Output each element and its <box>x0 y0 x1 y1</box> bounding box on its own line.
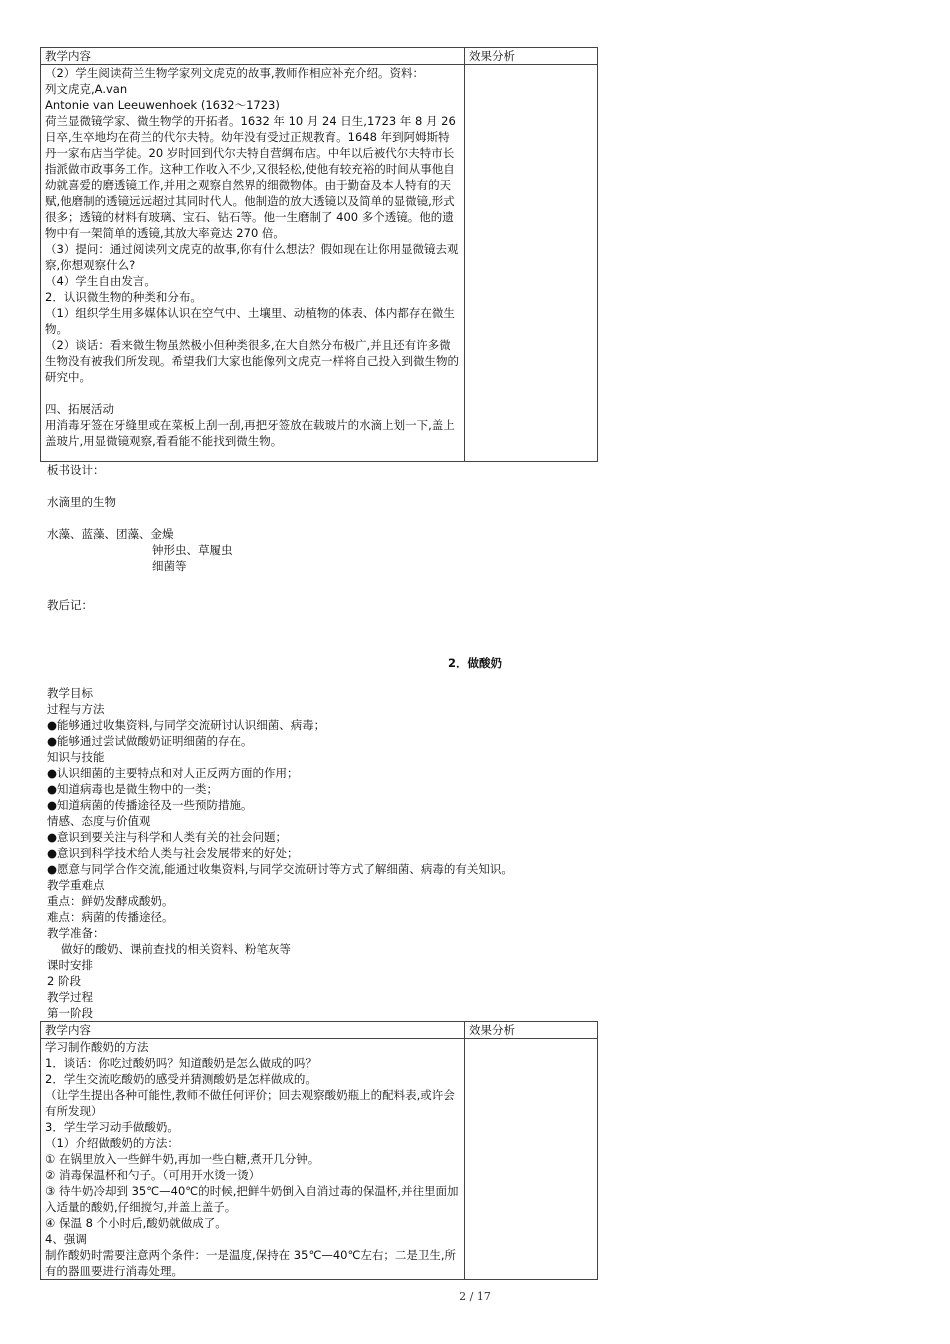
header-analysis: 效果分析 <box>465 1022 598 1039</box>
text-line: ●能够通过收集资料,与同学交流研讨认识细菌、病毒； <box>47 718 326 732</box>
content-cell <box>41 1039 465 1280</box>
text-line: 过程与方法 <box>47 702 105 716</box>
text-line: 难点：病菌的传播途径。 <box>47 910 174 924</box>
text-line: 教学重难点 <box>47 878 105 892</box>
text-line: 4、强调 <box>45 1232 87 1246</box>
text-line: （3）提问：通过阅读列文虎克的故事,你有什么想法？假如现在让你用显微镜去观察,你想观察什么? <box>45 242 459 272</box>
board-row: 细菌等 <box>152 559 187 573</box>
lesson-title: 2．做酸奶 <box>447 656 502 670</box>
text-line: 教学目标 <box>47 686 93 700</box>
text-line: ●知道病毒也是微生物中的一类； <box>47 782 219 796</box>
header-analysis: 效果分析 <box>465 48 598 65</box>
analysis-cell <box>465 65 598 462</box>
text-line: ●意识到科学技术给人类与社会发展带来的好处； <box>47 846 299 860</box>
text-line: 荷兰显微镜学家、微生物学的开拓者。1632 年 10 月 24 日生,1723 年 8 月 26 日卒,生卒地均在荷兰的代尔夫特。幼年没有受过正规教育。1648 年到阿姆斯特丹一家布店当学徒。20 岁时回到代尔夫特自营绸布店。中年以后被代尔夫特市长指派做市政事务工作。这种工作收入不少,又很轻松,使他有较充裕的时间从事他自幼就喜爱的磨透镜工作,并用之观察自然界的细微物体。由于勤奋及本人特有的天赋,他磨制的透镜远远超过其同时代人。他制造的放大透镜以及简单的显微镜,形式很多；透镜的材料有玻璃、宝石、钻石等。他一生磨制了 400 多个透镜。他的遗物中有一架简单的透镜,其放大率竟达 270 倍。 <box>45 114 456 240</box>
text-line: （2）学生阅读荷兰生物学家列文虎克的故事,教师作相应补充介绍。资料： <box>45 66 424 80</box>
text-line: （4）学生自由发言。 <box>45 274 156 288</box>
text-line: 2 阶段 <box>47 974 81 988</box>
text-line: ●知道病菌的传播途径及一些预防措施。 <box>47 798 253 812</box>
text-line: Antonie van Leeuwenhoek (1632～1723) <box>45 98 280 112</box>
table-header-row <box>41 1022 598 1039</box>
text-line: 教学准备： <box>47 926 105 940</box>
analysis-cell <box>465 1039 598 1280</box>
text-line: ●愿意与同学合作交流,能通过收集资料,与同学交流研讨等方式了解细菌、病毒的有关知识。 <box>47 862 513 876</box>
text-line: 1．谈话：你吃过酸奶吗？知道酸奶是怎么做成的吗？ <box>45 1056 317 1070</box>
lesson-table-2 <box>40 1021 598 1280</box>
text-line: 情感、态度与价值观 <box>47 814 151 828</box>
text-line: 教学过程 <box>47 990 93 1004</box>
table-header-row <box>41 48 598 65</box>
text-line: ③ 待牛奶冷却到 35℃—40℃的时候,把鲜牛奶倒入自消过毒的保温杯,并往里面加入适量的酸奶,仔细搅匀,并盖上盖子。 <box>45 1184 459 1214</box>
text-line: 用消毒牙签在牙缝里或在菜板上刮一刮,再把牙签放在载玻片的水滴上划一下,盖上盖玻片,用显微镜观察,看看能不能找到微生物。 <box>45 418 455 448</box>
text-line: 第一阶段 <box>47 1006 93 1020</box>
text-line: ●能够通过尝试做酸奶证明细菌的存在。 <box>47 734 253 748</box>
text-line: 重点：鲜奶发酵成酸奶。 <box>47 894 174 908</box>
text-line: （2）谈话：看来微生物虽然极小但种类很多,在大自然分布极广,并且还有许多微生物没有被我们所发现。希望我们大家也能像列文虎克一样将自己投入到微生物的研究中。 <box>45 338 459 384</box>
board-label: 板书设计： <box>47 463 105 477</box>
text-line: 知识与技能 <box>47 750 105 764</box>
text-line: ① 在锅里放入一些鲜牛奶,再加一些白糖,煮开几分钟。 <box>45 1152 320 1166</box>
text-line: ④ 保温 8 个小时后,酸奶就做成了。 <box>45 1216 227 1230</box>
text-line: （1）组织学生用多媒体认识在空气中、土壤里、动植物的体表、体内都存在微生物。 <box>45 306 455 336</box>
text-line: 做好的酸奶、课前查找的相关资料、粉笔灰等 <box>61 942 291 956</box>
text-line: 列文虎克,A.van <box>45 82 128 96</box>
text-line: ●意识到要关注与科学和人类有关的社会问题； <box>47 830 288 844</box>
text-line: 学习制作酸奶的方法 <box>45 1040 149 1054</box>
text-line: （让学生提出各种可能性,教师不做任何评价；回去观察酸奶瓶上的配料表,或许会有所发现） <box>45 1088 455 1118</box>
text-line: ② 消毒保温杯和勺子。（可用开水烫一烫） <box>45 1168 261 1182</box>
text-line: （1）介绍做酸奶的方法： <box>45 1136 179 1150</box>
board-title: 水滴里的生物 <box>47 495 116 509</box>
after-class-label: 教后记： <box>47 598 93 612</box>
page-number: 2 / 17 <box>459 1290 491 1303</box>
header-content: 教学内容 <box>41 48 465 65</box>
lesson-goals <box>47 685 513 1021</box>
lesson-table-1 <box>40 47 598 462</box>
table-body-row <box>41 1039 598 1280</box>
text-line: 制作酸奶时需要注意两个条件：一是温度,保持在 35℃—40℃左右；二是卫生,所有的器皿要进行消毒处理。 <box>45 1248 457 1278</box>
board-design <box>47 462 233 574</box>
text-line: 3．学生学习动手做酸奶。 <box>45 1120 179 1134</box>
content-cell <box>41 65 465 462</box>
text-line: 课时安排 <box>47 958 93 972</box>
after-class-notes <box>47 597 93 613</box>
text-line: ●认识细菌的主要特点和对人正反两方面的作用； <box>47 766 299 780</box>
text-line: 2．学生交流吃酸奶的感受并猜测酸奶是怎样做成的。 <box>45 1072 317 1086</box>
board-row: 钟形虫、草履虫 <box>152 543 233 557</box>
table-body-row <box>41 65 598 462</box>
board-row: 水藻、蓝藻、团藻、金燥 <box>47 527 174 541</box>
blank-line <box>45 385 460 401</box>
header-content: 教学内容 <box>41 1022 465 1039</box>
section-heading: 四、拓展活动 <box>45 402 114 416</box>
text-line: 2．认识微生物的种类和分布。 <box>45 290 202 304</box>
